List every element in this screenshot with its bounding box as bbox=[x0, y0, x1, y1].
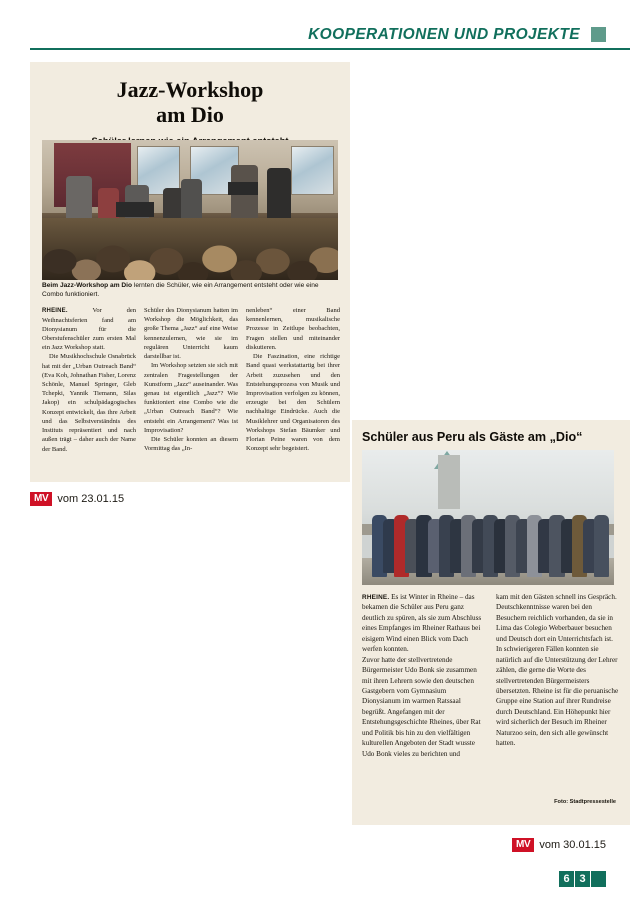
jazz-caption-rest: lernten die Schüler, wie ein Arrangement entsteht oder wie eine Combo funktioniert. bbox=[42, 282, 319, 298]
peru-photo-credit: Foto: Stadtpressestelle bbox=[554, 799, 616, 805]
jazz-headline bbox=[48, 78, 332, 127]
article-jazz-workshop bbox=[30, 62, 350, 482]
jazz-column-2 bbox=[144, 306, 238, 476]
jazz-caption-lead: Beim Jazz-Workshop am Dio bbox=[42, 282, 133, 289]
dateline-place: RHEINE. bbox=[362, 594, 390, 601]
peru-paragraph bbox=[362, 592, 486, 655]
mv-logo: MV bbox=[30, 492, 52, 506]
peru-source-credit bbox=[512, 838, 606, 852]
folio-block bbox=[591, 871, 606, 887]
jazz-photo-caption bbox=[42, 282, 338, 300]
jazz-workshop-photo bbox=[42, 140, 338, 280]
dateline-place: RHEINE. bbox=[42, 308, 68, 314]
header-rule bbox=[30, 48, 630, 50]
photo-audience bbox=[42, 218, 338, 280]
photo-music-stand bbox=[116, 202, 154, 217]
jazz-paragraph: Die Schüler konnten an diesem Vormittag das „In- bbox=[144, 436, 238, 453]
jazz-paragraph: Die Musikhochschule Osnabrück hat mit der „Urban Outreach Band“ (Eva Koh, Johnathan Fisher, Lorenz Schönle, Manuel Springer, Gleb Tchepki, Yannik Tiemann, Silas Jakop) ein schulpädagogisches Konzept entwickelt, das ihre Arbeit und das Selbstverständnis des Instituts repräsentiert und nach außen trägt – daher auch der Name der Band. bbox=[42, 353, 136, 453]
folio-digit-1: 6 bbox=[559, 871, 574, 887]
peru-body-columns bbox=[362, 592, 620, 807]
photo-window bbox=[291, 146, 334, 196]
jazz-paragraph: Im Workshop setzten sie sich mit zentralen Fragestellungen der Kunstform „Jazz“ auseinander. Was genau ist eigentlich „Jazz“? Wie funktioniert eine Combo wie die „Urban Outreach Band“? Wie entsteht ein Arrangement? Was ist Improvisation? bbox=[144, 362, 238, 434]
photo-church-tower bbox=[438, 455, 461, 509]
photo-person bbox=[181, 179, 202, 221]
jazz-source-credit bbox=[30, 492, 124, 506]
jazz-headline-line1: Jazz-Workshop bbox=[116, 77, 264, 102]
mv-logo: MV bbox=[512, 838, 534, 852]
page-folio bbox=[559, 871, 606, 887]
peru-group-photo bbox=[362, 450, 614, 585]
jazz-column-1 bbox=[42, 306, 136, 476]
article-peru-guests bbox=[352, 420, 630, 825]
jazz-headline-line2: am Dio bbox=[156, 101, 224, 127]
peru-paragraph: Zuvor hatte der stellvertretende Bürgermeister Udo Bonk sie zusammen mit ihren Lehrern sowie den deutschen Gastgebern vom Gymnasium Dionysianum im warmen Ratssaal begrüßt. Angefangen mit der Entstehungsgeschichte Rheines, über Rat und Politik bis hin zu den vielfältigen kulturellen Angeboten der Stadt wusste Udo Bonk vieles zu berichten und bbox=[362, 655, 481, 758]
folio-digit-2: 3 bbox=[575, 871, 590, 887]
photo-music-stand bbox=[228, 182, 258, 195]
mv-date: vom 30.01.15 bbox=[539, 839, 606, 851]
mv-date: vom 23.01.15 bbox=[57, 493, 125, 505]
peru-column-1 bbox=[362, 592, 486, 807]
jazz-paragraph: Schüler des Dionysianum hatten im Workshop die Möglichkeit, das große Thema „Jazz“ auf eine Weise kennenzulernen, wie sie im regulären Unterricht kaum darstellbar ist. bbox=[144, 307, 238, 361]
header-accent-square bbox=[591, 27, 606, 42]
jazz-paragraph: nenleben“ einer Band kennenlernen, musikalische Prozesse in Zeitlupe beobachten, Fragen stellen und miteinander diskutieren. bbox=[246, 307, 340, 351]
peru-paragraph: kam mit den Gästen schnell ins Gespräch. Deutschkenntnisse waren bei den Besuchern reichlich vorhanden, da sie in Lima das Colegio Weberbauer besuchen und Deutsch dort ein Unterrichtsfach ist. In schwierigeren Fällen konnten sie natürlich auf die Unterstützung der Lehrer zählen, die gerne die Worte des stellvertretenden Bürgermeisters übersetzten. Rheine ist für die peruanische Gruppe eine Station auf ihrer Rundreise durch Deutschland. Ein Höhepunkt hier wird sicherlich der Besuch im Rheiner Naturzoo sein, den sich alle gewünscht hatten. bbox=[496, 593, 619, 748]
peru-column-2 bbox=[496, 592, 620, 807]
jazz-body-columns bbox=[42, 306, 340, 476]
photo-person bbox=[267, 168, 291, 224]
section-title: KOOPERATIONEN UND PROJEKTE bbox=[308, 26, 580, 43]
page-header bbox=[0, 0, 636, 55]
peru-headline: Schüler aus Peru als Gäste am „Dio“ bbox=[362, 430, 583, 444]
photo-person bbox=[594, 515, 609, 577]
jazz-paragraph: Die Faszination, eine richtige Band quasi werkstattartig bei ihrer Arbeit zuzusehen und den Entstehungsprozess von Musik und Improvisation verfolgen zu können, erzeugte bei den Schülern nachhaltige Eindrücke. Auch die Musiklehrer und Organisatoren des Workshops Stefan Bäumker und Florian Peine waren von dem Konzept sehr begeistert. bbox=[246, 353, 340, 453]
peru-paragraph-text: Es ist Winter in Rheine – das bekamen die Schüler aus Peru ganz deutlich zu spüren, als sie zum Abschluss eines Empfanges im Rheiner Rathaus bei eisigem Wind einen Blick vom Dach werfen konnten. bbox=[362, 593, 482, 654]
jazz-paragraph bbox=[42, 306, 136, 352]
jazz-paragraph-text: Vor den Weihnachtsferien fand am Dionysianum für die Oberstufenschüler zum ersten Mal ein Jazz Workshop statt. bbox=[42, 307, 136, 352]
jazz-column-3 bbox=[246, 306, 340, 476]
